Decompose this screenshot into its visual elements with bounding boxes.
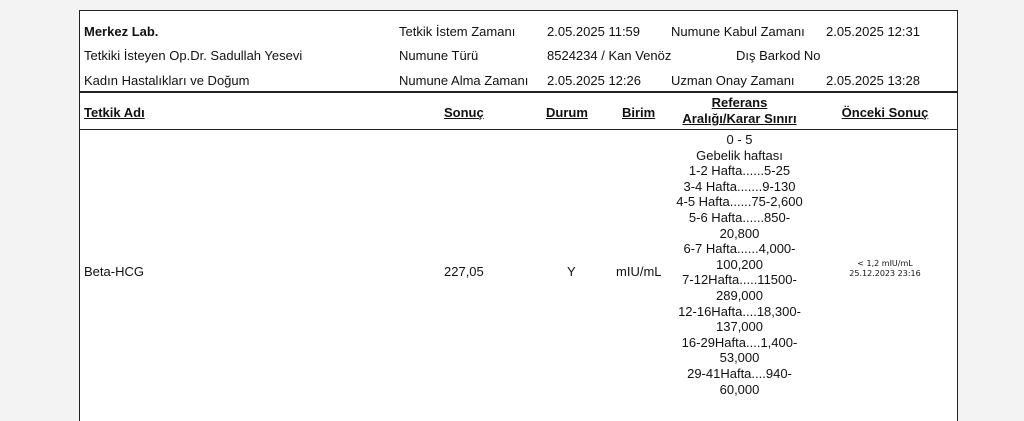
previous-date: 25.12.2023 23:16: [849, 269, 921, 278]
collection-time-label: Numune Alma Zamanı: [399, 73, 529, 88]
ref-line: 1-2 Hafta......5-25: [688, 163, 791, 179]
request-time: 2.05.2025 11:59: [547, 24, 641, 39]
ref-line: 6-7 Hafta......4,000-: [683, 241, 796, 257]
department: Kadın Hastalıkları ve Doğum: [84, 73, 250, 88]
reference-range: [657, 132, 822, 397]
ref-line: 0 - 5: [726, 132, 753, 147]
col-unit: Birim: [622, 105, 656, 120]
row-test-name: Beta-HCG: [84, 264, 144, 279]
col-status: Durum: [546, 105, 588, 120]
request-time-label: Tetkik İstem Zamanı: [399, 24, 516, 39]
column-header-divider: [80, 129, 957, 130]
ref-line: 5-6 Hafta......850-: [688, 209, 791, 225]
col-reference-line1: Referans: [711, 95, 768, 110]
ref-line: Gebelik haftası: [696, 147, 783, 163]
previous-value: < 1,2 mIU/mL: [857, 259, 913, 268]
col-test-name: Tetkik Adı: [84, 105, 145, 120]
header-divider: [80, 91, 957, 93]
ref-line: 16-29Hafta....1,400-: [681, 334, 798, 350]
ref-line: 29-41Hafta....940-: [687, 365, 792, 381]
ref-line: 137,000: [716, 319, 763, 335]
col-previous: Önceki Sonuç: [841, 105, 929, 120]
accept-time-label: Numune Kabul Zamanı: [671, 24, 805, 39]
approval-time: 2.05.2025 13:28: [826, 73, 920, 88]
ref-line: 4-5 Hafta......75-2,600: [676, 194, 803, 210]
ref-line: 12-16Hafta....18,300-: [678, 303, 801, 319]
ref-line: 60,000: [719, 381, 760, 397]
row-status: Y: [567, 264, 576, 279]
ref-line: 53,000: [719, 350, 760, 366]
sample-type: 8524234 / Kan Venöz: [547, 48, 672, 63]
ref-line: 3-4 Hafta.......9-130: [683, 178, 796, 194]
accept-time: 2.05.2025 12:31: [826, 24, 920, 39]
ref-line: 20,800: [719, 225, 760, 241]
row-unit: mIU/mL: [616, 264, 662, 279]
barcode-label: Dış Barkod No: [736, 48, 821, 63]
ref-line: 100,200: [716, 256, 763, 272]
lab-report-sheet: [79, 10, 958, 421]
col-reference-line2: Aralığı/Karar Sınırı: [682, 111, 797, 126]
lab-name: Merkez Lab.: [84, 24, 159, 39]
collection-time: 2.05.2025 12:26: [547, 73, 641, 88]
approval-time-label: Uzman Onay Zamanı: [671, 73, 795, 88]
sample-type-label: Numune Türü: [399, 48, 479, 63]
row-result: 227,05: [444, 264, 484, 279]
col-result: Sonuç: [444, 105, 484, 120]
ref-line: 7-12Hafta.....11500-: [682, 272, 797, 288]
requester: Tetkiki İsteyen Op.Dr. Sadullah Yesevi: [84, 48, 303, 63]
ref-line: 289,000: [716, 287, 763, 303]
